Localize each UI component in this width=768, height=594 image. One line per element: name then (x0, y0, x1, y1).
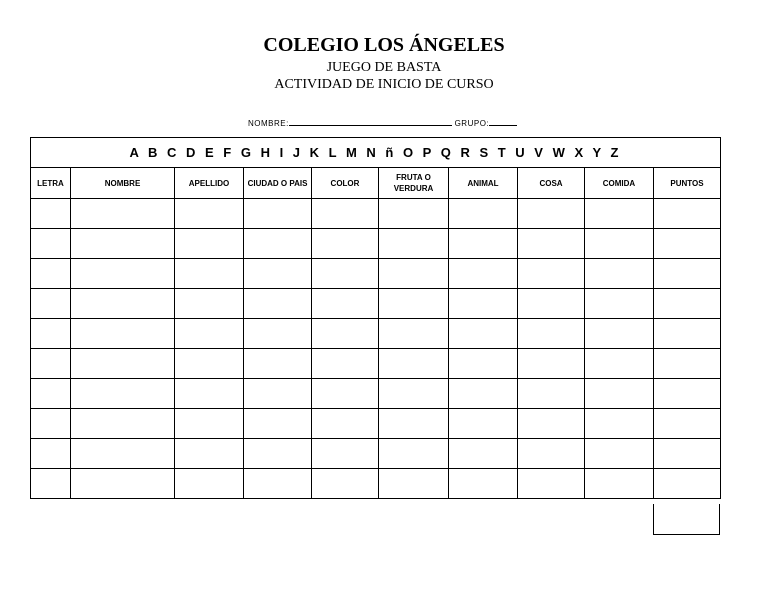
answer-cell[interactable] (31, 439, 71, 469)
name-blank-line[interactable] (289, 117, 452, 126)
answer-cell[interactable] (379, 289, 449, 319)
answer-cell[interactable] (71, 439, 175, 469)
answer-cell[interactable] (449, 259, 518, 289)
answer-cell[interactable] (244, 259, 312, 289)
answer-cell[interactable] (518, 289, 585, 319)
column-header-comida: COMIDA (585, 168, 654, 199)
answer-cell[interactable] (449, 199, 518, 229)
answer-cell[interactable] (71, 349, 175, 379)
answer-cell[interactable] (518, 409, 585, 439)
answer-cell[interactable] (312, 319, 379, 349)
answer-cell[interactable] (585, 349, 654, 379)
answer-cell[interactable] (518, 469, 585, 499)
answer-cell[interactable] (518, 349, 585, 379)
answer-cell[interactable] (244, 349, 312, 379)
answer-cell[interactable] (175, 469, 244, 499)
table-row (31, 469, 721, 499)
answer-cell[interactable] (175, 349, 244, 379)
answer-cell[interactable] (312, 229, 379, 259)
answer-cell[interactable] (244, 439, 312, 469)
answer-cell[interactable] (71, 229, 175, 259)
answer-cell[interactable] (379, 259, 449, 289)
answer-cell[interactable] (585, 289, 654, 319)
answer-cell[interactable] (244, 229, 312, 259)
answer-rows (31, 199, 721, 499)
table-row (31, 199, 721, 229)
answer-cell[interactable] (654, 409, 721, 439)
group-label: GRUPO: (454, 119, 490, 128)
answer-cell[interactable] (175, 409, 244, 439)
answer-cell[interactable] (449, 379, 518, 409)
answer-cell[interactable] (654, 379, 721, 409)
column-header-apellido: APELLIDO (175, 168, 244, 199)
table-row (31, 379, 721, 409)
answer-cell[interactable] (449, 409, 518, 439)
answer-cell[interactable] (71, 259, 175, 289)
answer-cell[interactable] (31, 199, 71, 229)
game-subtitle: JUEGO DE BASTA (326, 60, 442, 75)
activity-subtitle: ACTIVIDAD DE INICIO DE CURSO (274, 77, 494, 92)
total-points-box[interactable] (653, 504, 720, 535)
answer-cell[interactable] (312, 199, 379, 229)
answer-cell[interactable] (31, 289, 71, 319)
answer-cell[interactable] (175, 289, 244, 319)
column-header-puntos: PUNTOS (654, 168, 721, 199)
answer-cell[interactable] (175, 229, 244, 259)
answer-cell[interactable] (312, 409, 379, 439)
school-title: COLEGIO LOS ÁNGELES (263, 34, 505, 56)
answer-cell[interactable] (518, 439, 585, 469)
answer-cell[interactable] (244, 319, 312, 349)
answer-cell[interactable] (175, 199, 244, 229)
answer-cell[interactable] (518, 199, 585, 229)
answer-cell[interactable] (654, 319, 721, 349)
answer-cell[interactable] (71, 409, 175, 439)
answer-cell[interactable] (585, 199, 654, 229)
answer-cell[interactable] (379, 379, 449, 409)
answer-cell[interactable] (175, 379, 244, 409)
answer-cell[interactable] (31, 469, 71, 499)
answer-cell[interactable] (244, 199, 312, 229)
answer-cell[interactable] (71, 379, 175, 409)
answer-cell[interactable] (31, 349, 71, 379)
answer-cell[interactable] (379, 469, 449, 499)
answer-cell[interactable] (585, 379, 654, 409)
answer-cell[interactable] (654, 259, 721, 289)
answer-cell[interactable] (585, 439, 654, 469)
answer-cell[interactable] (449, 289, 518, 319)
answer-cell[interactable] (379, 349, 449, 379)
table-row (31, 409, 721, 439)
answer-cell[interactable] (379, 409, 449, 439)
answer-cell[interactable] (585, 229, 654, 259)
answer-cell[interactable] (31, 379, 71, 409)
answer-cell[interactable] (175, 319, 244, 349)
answer-cell[interactable] (71, 199, 175, 229)
answer-cell[interactable] (585, 259, 654, 289)
group-blank-line[interactable] (489, 117, 517, 126)
answer-cell[interactable] (518, 229, 585, 259)
answer-cell[interactable] (379, 199, 449, 229)
answer-cell[interactable] (312, 349, 379, 379)
answer-cell[interactable] (449, 229, 518, 259)
answer-cell[interactable] (449, 469, 518, 499)
answer-cell[interactable] (654, 349, 721, 379)
answer-cell[interactable] (585, 469, 654, 499)
answer-cell[interactable] (654, 469, 721, 499)
answer-cell[interactable] (585, 319, 654, 349)
answer-cell[interactable] (654, 289, 721, 319)
answer-cell[interactable] (312, 469, 379, 499)
answer-cell[interactable] (518, 379, 585, 409)
answer-cell[interactable] (244, 379, 312, 409)
answer-cell[interactable] (449, 319, 518, 349)
table-row (31, 349, 721, 379)
answer-cell[interactable] (31, 259, 71, 289)
table-row (31, 439, 721, 469)
answer-cell[interactable] (312, 259, 379, 289)
answer-cell[interactable] (31, 229, 71, 259)
answer-cell[interactable] (71, 469, 175, 499)
column-header-animal: ANIMAL (449, 168, 518, 199)
answer-cell[interactable] (379, 229, 449, 259)
answer-cell[interactable] (379, 439, 449, 469)
basta-table (30, 137, 721, 499)
column-header-color: COLOR (312, 168, 379, 199)
answer-cell[interactable] (175, 259, 244, 289)
table-row (31, 289, 721, 319)
table-row (31, 259, 721, 289)
answer-cell[interactable] (71, 319, 175, 349)
name-label: NOMBRE: (248, 119, 289, 128)
answer-cell[interactable] (31, 319, 71, 349)
answer-cell[interactable] (312, 439, 379, 469)
answer-cell[interactable] (449, 439, 518, 469)
answer-cell[interactable] (585, 409, 654, 439)
alphabet-header: A B C D E F G H I J K L M N ñ O P Q R S T U V W X Y Z (31, 138, 721, 168)
answer-cell[interactable] (518, 259, 585, 289)
table-row (31, 229, 721, 259)
answer-cell[interactable] (654, 199, 721, 229)
answer-cell[interactable] (244, 469, 312, 499)
answer-cell[interactable] (31, 409, 71, 439)
answer-cell[interactable] (312, 289, 379, 319)
answer-cell[interactable] (175, 439, 244, 469)
answer-cell[interactable] (312, 379, 379, 409)
answer-cell[interactable] (654, 439, 721, 469)
column-header-letra: LETRA (31, 168, 71, 199)
answer-cell[interactable] (244, 289, 312, 319)
answer-cell[interactable] (654, 229, 721, 259)
answer-cell[interactable] (379, 319, 449, 349)
answer-cell[interactable] (449, 349, 518, 379)
column-header-ciudad: CIUDAD O PAIS (244, 168, 312, 199)
answer-cell[interactable] (244, 409, 312, 439)
answer-cell[interactable] (71, 289, 175, 319)
answer-cell[interactable] (518, 319, 585, 349)
column-header-cosa: COSA (518, 168, 585, 199)
table-row (31, 319, 721, 349)
column-header-nombre: NOMBRE (71, 168, 175, 199)
column-header-fruta: FRUTA O VERDURA (379, 168, 449, 199)
student-fields (248, 117, 517, 128)
